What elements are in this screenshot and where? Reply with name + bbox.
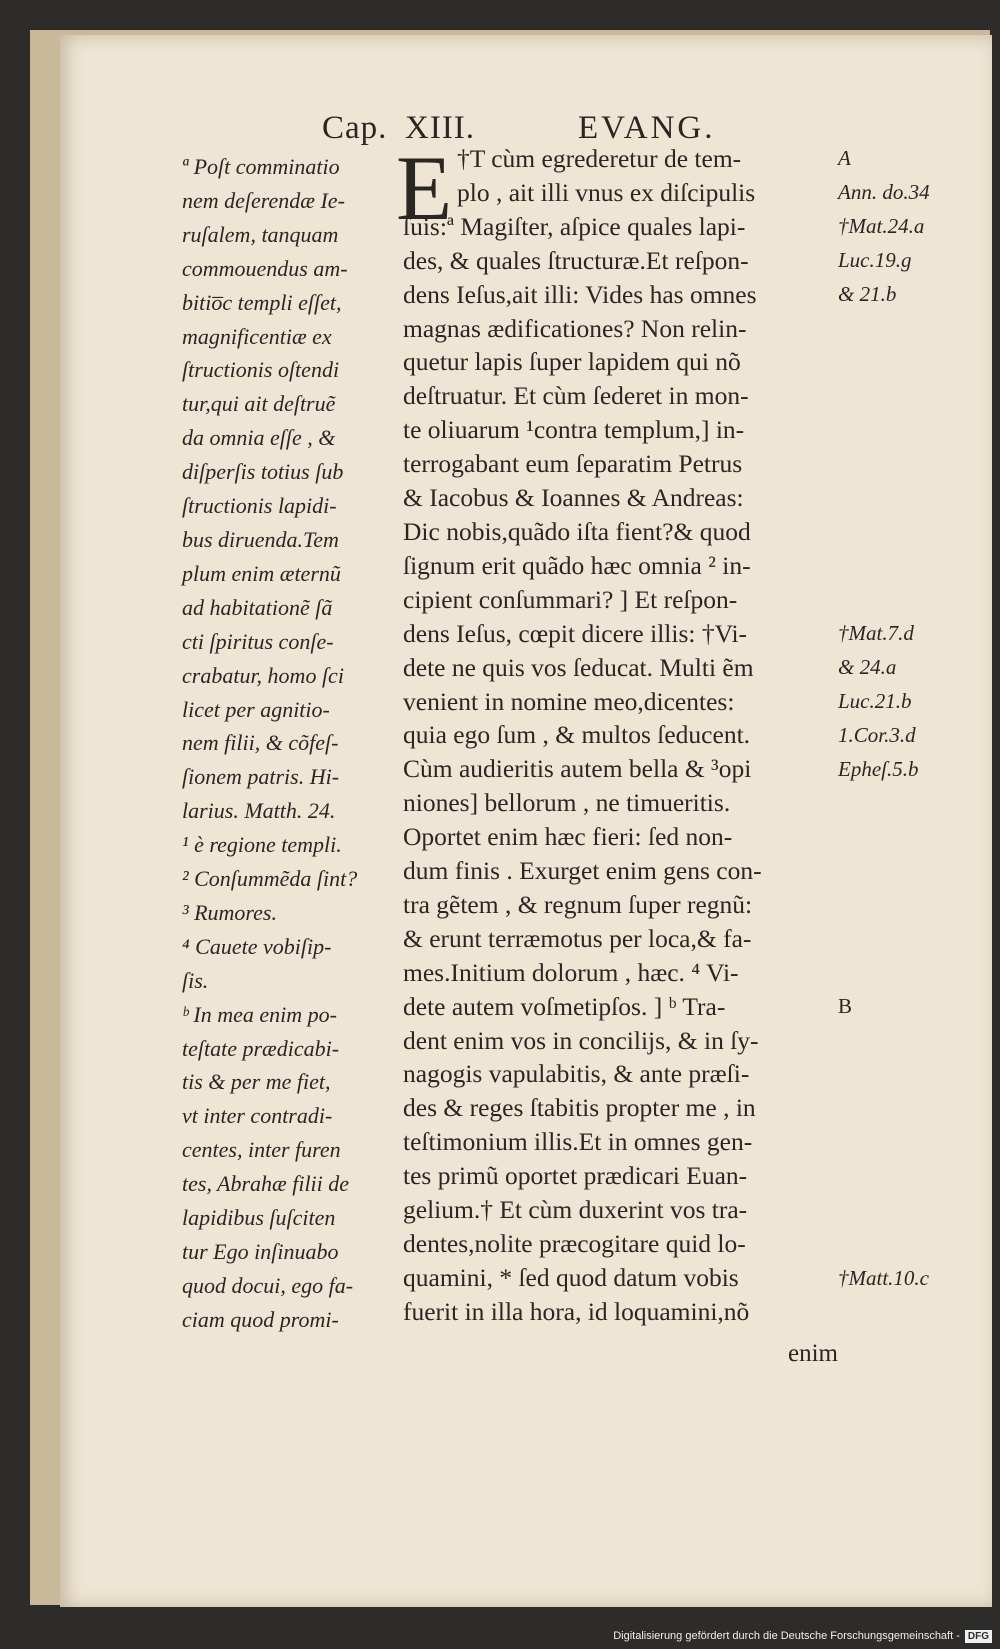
text-line: dete autem voſmetipſos. ] ᵇ Tra- — [403, 991, 726, 1021]
dfg-logo: DFG — [965, 1630, 992, 1643]
text-line: magnas ædificationes? Non relin- — [403, 313, 747, 343]
text-line: plo , ait illi vnus ex diſcipulis — [457, 177, 756, 207]
text-line: nagogis vapulabitis, & ante præſi- — [403, 1059, 750, 1089]
text-line: cipient conſummari? ] Et reſpon- — [403, 584, 738, 614]
margin-section-b — [838, 990, 978, 1024]
text-line: gelium.† Et cùm duxerint vos tra- — [403, 1195, 748, 1225]
text-line: tes primũ oportet prædicari Euan- — [403, 1161, 748, 1191]
text-line: quia ego ſum , & multos ſeducent. — [403, 720, 751, 750]
gloss-line: ſis. — [182, 967, 209, 993]
gloss-line: ruſalem, tanquam — [182, 221, 339, 247]
margin-refs-top — [838, 142, 978, 312]
text-line: dens Ieſus,ait illi: Vides has omnes — [403, 279, 757, 309]
gloss-line: tes, Abrahæ filii de — [182, 1171, 350, 1197]
footer-text: Digitalisierung gefördert durch die Deutsche Forschungsgemeinschaft - — [613, 1630, 960, 1642]
text-line: Dic nobis,quãdo iſta fient?& quod — [403, 516, 751, 546]
gloss-line: nem filii, & cõfeſ- — [182, 730, 339, 756]
chapter-label: Cap. — [322, 110, 388, 146]
text-line: fuerit in illa hora, id loquamini,nõ — [403, 1296, 750, 1326]
gloss-line: teſtate prædicabi- — [182, 1035, 340, 1061]
gloss-line: diſperſis totius ſub — [182, 459, 344, 485]
text-line: des, & quales ſtructuræ.Et reſpon- — [403, 245, 749, 275]
gloss-line: ³ Rumores. — [182, 899, 277, 925]
margin-ref: Epheſ.5.b — [838, 756, 919, 781]
digitization-footer — [613, 1627, 992, 1645]
gloss-line: ſionem patris. Hi- — [182, 764, 340, 790]
gloss-line: quod docui, ego fa- — [182, 1272, 354, 1298]
gloss-line: ⁴ Cauete vobiſip- — [182, 933, 332, 959]
gloss-column — [182, 150, 397, 1337]
margin-refs-bottom — [838, 1262, 978, 1296]
gloss-line: bitio̅c templi eſſet, — [182, 289, 342, 315]
book-title: EVANG. — [578, 110, 716, 146]
text-line: quetur lapis ſuper lapidem qui nõ — [403, 347, 741, 377]
text-line: dete ne quis vos ſeducat. Multi ẽm — [403, 652, 754, 682]
text-line: deſtruatur. Et cùm ſederet in mon- — [403, 381, 749, 411]
chapter-number: XIII. — [405, 110, 476, 146]
text-line: & Iacobus & Ioannes & Andreas: — [403, 483, 744, 513]
text-line: venient in nomine meo,dicentes: — [403, 686, 735, 716]
gloss-line: cti ſpiritus conſe- — [182, 628, 334, 654]
margin-refs-middle — [838, 617, 978, 787]
gloss-line: tur Ego inſinuabo — [182, 1239, 339, 1264]
gloss-line: plum enim æternũ — [182, 560, 341, 586]
text-line: teſtimonium illis.Et in omnes gen- — [403, 1127, 753, 1157]
gloss-line: licet per agnitio- — [182, 696, 330, 722]
main-text-column — [403, 142, 848, 1329]
gloss-line: ᵇ In mea enim po- — [182, 1001, 337, 1027]
gloss-line: bus diruenda.Tem — [182, 526, 339, 552]
text-line: dent enim vos in concilijs, & in ſy- — [403, 1025, 759, 1055]
gloss-line: crabatur, homo ſci — [182, 662, 344, 688]
gloss-line: commouendus am- — [182, 255, 348, 281]
text-line: ſuis:ª Magiſter, aſpice quales lapi- — [403, 211, 746, 241]
margin-ref: Ann. do.34 — [838, 179, 930, 204]
margin-ref: Luc.19.g — [838, 247, 912, 272]
gloss-line: da omnia eſſe , & — [182, 425, 336, 451]
gloss-line: lapidibus ſuſciten — [182, 1205, 336, 1231]
gloss-line: nem deſerendæ Ie- — [182, 187, 345, 213]
text-line: dum finis . Exurget enim gens con- — [403, 856, 762, 886]
text-line: dentes,nolite præcogitare quid lo- — [403, 1229, 746, 1258]
text-line: des & reges ſtabitis propter me , in — [403, 1093, 756, 1123]
margin-ref: †Matt.10.c — [838, 1266, 929, 1290]
gloss-line: ª Poſt comminatio — [182, 154, 340, 179]
gloss-line: centes, inter furen — [182, 1137, 341, 1163]
margin-ref: Luc.21.b — [838, 688, 912, 713]
margin-ref: & 24.a — [838, 654, 897, 679]
gloss-line: ¹ è regione templi. — [182, 832, 342, 858]
catchword: enim — [788, 1340, 838, 1367]
text-line: dens Ieſus, cœpit dicere illis: †Vi- — [403, 618, 748, 648]
margin-ref: & 21.b — [838, 281, 897, 306]
gloss-line: ſtructionis oſtendi — [182, 357, 340, 383]
gloss-line: tur,qui ait deſtruẽ — [182, 391, 336, 417]
text-line: & erunt terræmotus per loca,& fa- — [403, 923, 752, 953]
gloss-line: tis & per me fiet, — [182, 1069, 331, 1095]
gloss-line: ad habitationẽ ſã — [182, 594, 333, 620]
drop-capital: E — [396, 137, 453, 239]
gloss-line: ² Conſummẽda ſint? — [182, 866, 358, 892]
text-line: te oliuarum ¹contra templum,] in- — [403, 415, 745, 445]
margin-ref: A — [838, 146, 851, 170]
text-line: Cùm audieritis autem bella & ³opi — [403, 754, 752, 784]
gloss-line: larius. Matth. 24. — [182, 798, 336, 824]
text-line: tra gẽtem , & regnum ſuper regnũ: — [403, 889, 753, 919]
text-line: †T cùm egrederetur de tem- — [457, 144, 742, 173]
gloss-line: ſtructionis lapidi- — [182, 493, 337, 519]
gloss-line: magnificentiæ ex — [182, 323, 332, 349]
text-line: niones] bellorum , ne timueritis. — [403, 788, 731, 818]
text-line: mes.Initium dolorum , hæc. ⁴ Vi- — [403, 957, 739, 987]
gloss-line: ciam quod promi- — [182, 1306, 339, 1332]
margin-ref: †Mat.7.d — [838, 621, 914, 645]
text-line: ſignum erit quãdo hæc omnia ² in- — [403, 550, 751, 580]
text-line: Oportet enim hæc fieri: ſed non- — [403, 822, 733, 852]
text-line: quamini, * ſed quod datum vobis — [403, 1262, 739, 1292]
gloss-line: vt inter contradi- — [182, 1103, 333, 1129]
margin-ref: †Mat.24.a — [838, 213, 925, 238]
section-marker: B — [838, 994, 853, 1018]
text-line: terrogabant eum ſeparatim Petrus — [403, 449, 743, 479]
margin-ref: 1.Cor.3.d — [838, 722, 916, 747]
